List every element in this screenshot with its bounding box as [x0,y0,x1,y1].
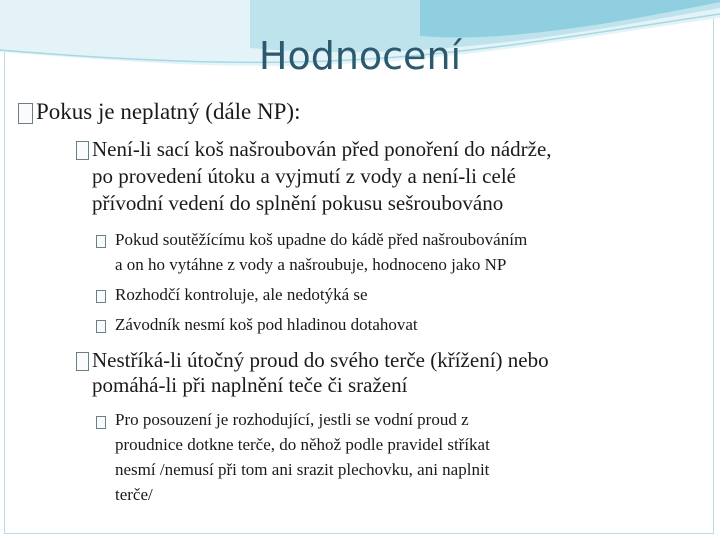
bullet-text: Rozhodčí kontroluje, ale nedotýká se [115,285,368,304]
bullet-box-icon [96,320,106,338]
bullet-text: Pokud soutěžícímu koš upadne do kádě před našroubováním [115,230,528,249]
bullet-text: a on ho vytáhne z vody a našroubuje, hodnoceno jako NP [115,255,507,274]
bullet-text: nesmí /nemusí při tom ani srazit plechovku, ani naplnit [115,460,490,479]
bullet-box-icon [18,103,33,129]
bullet-text: Závodník nesmí koš pod hladinou dotahovat [115,315,418,334]
bullet-box-icon [96,235,106,253]
bullet-text: Není-li sací koš našroubován před ponoření do nádrže, [92,137,552,161]
bullet-box-icon [96,416,106,434]
bullet-text: terče/ [115,485,153,504]
page-title: Hodnocení [258,34,462,78]
bullet-text: po provedení útoku a vyjmutí z vody a není-li celé [92,164,516,188]
bullet-text: Pro posouzení je rozhodující, jestli se vodní proud z [115,410,469,429]
bullet-text: přívodní vedení do splnění pokusu sešroubováno [92,191,504,215]
bullet-text: Pokus je neplatný (dále NP): [36,99,301,124]
bullet-text: Nestříká-li útočný proud do svého terče (křížení) nebo [92,348,549,372]
bullet-box-icon [76,352,89,376]
bullet-text: proudnice dotkne terče, do něhož podle pravidel stříkat [115,435,490,454]
bullet-text: pomáhá-li při naplnění teče či sražení [92,373,408,397]
bullet-box-icon [76,141,89,165]
bullet-box-icon [96,290,106,308]
